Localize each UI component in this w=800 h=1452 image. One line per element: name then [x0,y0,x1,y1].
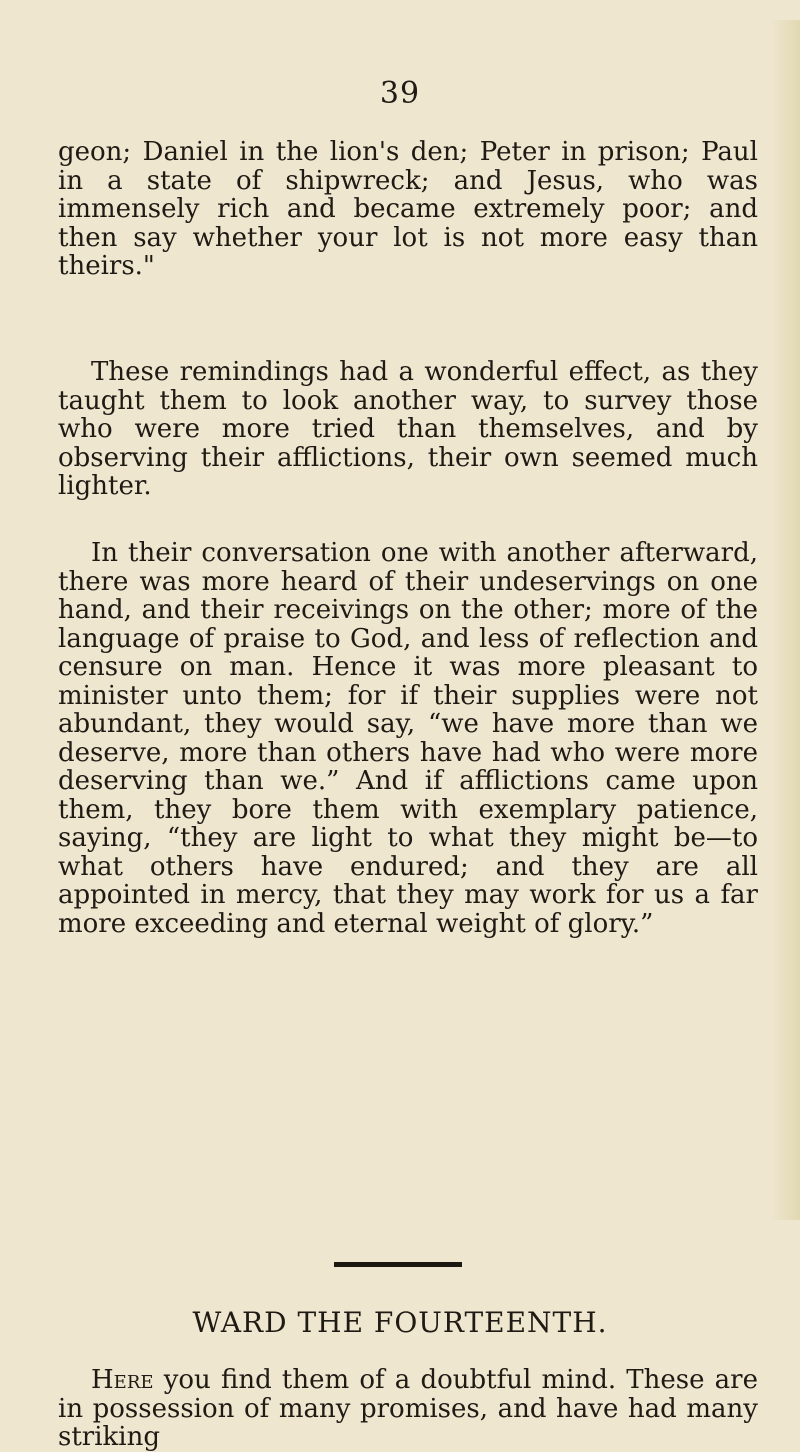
lead-word: Here [91,1365,154,1395]
paragraph-conversation [58,539,758,938]
paragraph-body: you find them of a doubtful mind. These are in possession of many promises, and have had many striking [58,1365,758,1452]
paragraph-ward-fourteenth [58,1366,758,1452]
paragraph-remindings [58,358,758,501]
paragraph-text: In their conversation one with another afterward, there was more heard of their undeservings on one hand, and their receivings on the other; more of the language of praise to God, and less of reflection and censure on man. Hence it was more pleasant to minister unto them; for if their supplies were not abundant, they would say, “we have more than we deserve, more than others have had who were more deserving than we.” And if afflictions came upon them, they bore them with exemplary patience, saying, “they are light to what they might be—to what others have endured; and they are all appointed in mercy, that they may work for us a far more exceeding and eternal weight of glory.” [58,538,758,939]
section-divider [334,1262,462,1267]
paragraph-text: These remindings had a wonderful effect, as they taught them to look another way, to survey those who were more tried than themselves, and by observing their afflictions, their own seemed much lighter. [58,357,758,501]
page-number: 39 [379,76,421,111]
page-edge-stain [770,20,800,1220]
paragraph-continued [58,138,758,281]
section-heading: WARD THE FOURTEENTH. [192,1306,608,1339]
paragraph-text [58,1366,758,1452]
paragraph-text: geon; Daniel in the lion's den; Peter in prison; Paul in a state of shipwreck; and Jesus, who was immensely rich and became extremely poor; and then say whether your lot is not more easy than theirs." [58,137,758,281]
